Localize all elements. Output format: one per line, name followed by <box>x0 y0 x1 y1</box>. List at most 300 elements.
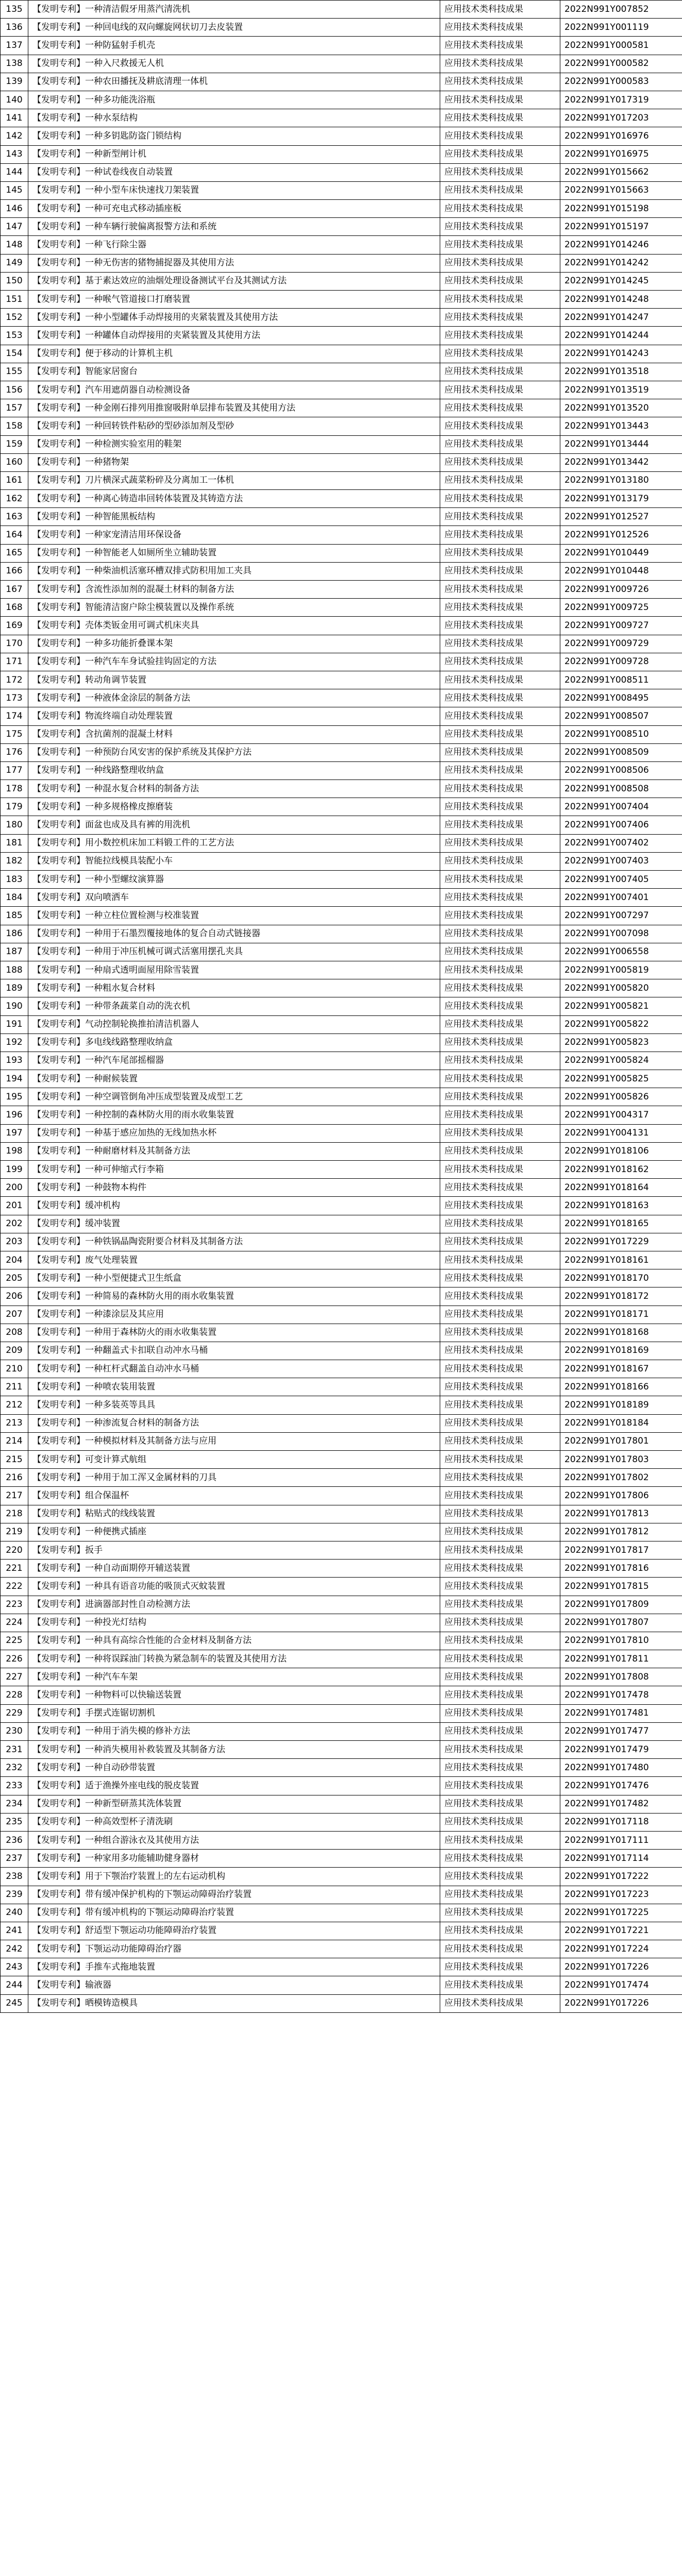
patent-title-cell: 【发明专利】一种翻盖式卡扣联自动冲水马桶 <box>28 1342 440 1360</box>
achievement-type-cell: 应用技术类科技成果 <box>440 1596 560 1614</box>
registration-code-cell: 2022N991Y017476 <box>560 1777 682 1795</box>
patent-title-cell: 【发明专利】一种汽车车身试验挂钩固定的方法 <box>28 653 440 671</box>
row-number-cell: 151 <box>1 291 28 309</box>
table-row <box>1 1976 682 1994</box>
table-row <box>1 925 682 943</box>
registration-code-cell: 2022N991Y017114 <box>560 1850 682 1868</box>
registration-code-cell: 2022N991Y014242 <box>560 254 682 272</box>
patent-title-cell: 【发明专利】一种消失模用补救装置及其制备方法 <box>28 1741 440 1759</box>
row-number-cell: 171 <box>1 653 28 671</box>
row-number-cell: 223 <box>1 1596 28 1614</box>
patent-title-cell: 【发明专利】一种漆涂层及其应用 <box>28 1306 440 1324</box>
table-row <box>1 19 682 37</box>
registration-code-cell: 2022N991Y017807 <box>560 1614 682 1632</box>
patent-title-cell: 【发明专利】一种喷农装用装置 <box>28 1378 440 1396</box>
registration-code-cell: 2022N991Y007403 <box>560 852 682 870</box>
table-row <box>1 852 682 870</box>
row-number-cell: 218 <box>1 1505 28 1523</box>
registration-code-cell: 2022N991Y017813 <box>560 1505 682 1523</box>
registration-code-cell: 2022N991Y017482 <box>560 1795 682 1813</box>
row-number-cell: 168 <box>1 599 28 617</box>
row-number-cell: 190 <box>1 997 28 1015</box>
row-number-cell: 186 <box>1 925 28 943</box>
patent-title-cell: 【发明专利】一种罐体自动焊接用的夹紧装置及其使用方法 <box>28 327 440 345</box>
patent-title-cell: 【发明专利】多电线线路整理收纳盒 <box>28 1033 440 1052</box>
patent-title-cell: 【发明专利】一种可伸缩式行李箱 <box>28 1161 440 1179</box>
registration-code-cell: 2022N991Y018166 <box>560 1378 682 1396</box>
row-number-cell: 198 <box>1 1142 28 1160</box>
row-number-cell: 203 <box>1 1233 28 1251</box>
achievement-type-cell: 应用技术类科技成果 <box>440 780 560 798</box>
registration-code-cell: 2022N991Y013179 <box>560 490 682 508</box>
registration-code-cell: 2022N991Y017223 <box>560 1886 682 1904</box>
table-row <box>1 617 682 635</box>
achievement-type-cell: 应用技术类科技成果 <box>440 453 560 471</box>
row-number-cell: 185 <box>1 907 28 925</box>
table-row <box>1 490 682 508</box>
registration-code-cell: 2022N991Y017801 <box>560 1432 682 1450</box>
row-number-cell: 215 <box>1 1451 28 1469</box>
row-number-cell: 193 <box>1 1052 28 1070</box>
registration-code-cell: 2022N991Y018165 <box>560 1215 682 1233</box>
registration-code-cell: 2022N991Y017810 <box>560 1632 682 1650</box>
table-row <box>1 1994 682 2012</box>
patent-title-cell: 【发明专利】一种杠杆式翻盖自动冲水马桶 <box>28 1360 440 1378</box>
achievement-type-cell: 应用技术类科技成果 <box>440 327 560 345</box>
table-row <box>1 1378 682 1396</box>
table-row <box>1 1777 682 1795</box>
registration-code-cell: 2022N991Y004317 <box>560 1106 682 1124</box>
row-number-cell: 162 <box>1 490 28 508</box>
table-row <box>1 1396 682 1414</box>
achievement-type-cell: 应用技术类科技成果 <box>440 1831 560 1849</box>
achievement-type-cell: 应用技术类科技成果 <box>440 671 560 689</box>
patent-title-cell: 【发明专利】一种回电线的双向螺旋网状切刀去皮装置 <box>28 19 440 37</box>
row-number-cell: 147 <box>1 218 28 236</box>
patent-title-cell: 【发明专利】进滴器部封性自动检测方法 <box>28 1596 440 1614</box>
registration-code-cell: 2022N991Y004131 <box>560 1124 682 1142</box>
achievement-type-cell: 应用技术类科技成果 <box>440 1306 560 1324</box>
registration-code-cell: 2022N991Y007852 <box>560 1 682 19</box>
patent-title-cell: 【发明专利】一种模拟材料及其制备方法与应用 <box>28 1432 440 1450</box>
registration-code-cell: 2022N991Y001119 <box>560 19 682 37</box>
registration-code-cell: 2022N991Y016976 <box>560 127 682 145</box>
table-row <box>1 1360 682 1378</box>
table-row <box>1 1886 682 1904</box>
row-number-cell: 165 <box>1 544 28 562</box>
achievement-type-cell: 应用技术类科技成果 <box>440 544 560 562</box>
patent-title-cell: 【发明专利】面盆也成及具有裤的用洗机 <box>28 816 440 834</box>
table-row <box>1 544 682 562</box>
table-row <box>1 91 682 109</box>
row-number-cell: 136 <box>1 19 28 37</box>
patent-title-cell: 【发明专利】转动角调节装置 <box>28 671 440 689</box>
row-number-cell: 161 <box>1 471 28 489</box>
registration-code-cell: 2022N991Y017803 <box>560 1451 682 1469</box>
achievement-type-cell: 应用技术类科技成果 <box>440 1324 560 1342</box>
achievement-type-cell: 应用技术类科技成果 <box>440 1578 560 1596</box>
registration-code-cell: 2022N991Y005826 <box>560 1088 682 1106</box>
registration-code-cell: 2022N991Y018168 <box>560 1324 682 1342</box>
achievement-type-cell: 应用技术类科技成果 <box>440 1251 560 1269</box>
registration-code-cell: 2022N991Y013444 <box>560 435 682 453</box>
patent-title-cell: 【发明专利】一种多规格橡皮擦磨装 <box>28 798 440 816</box>
table-row <box>1 798 682 816</box>
patent-title-cell: 【发明专利】手摆式连锯切割机 <box>28 1704 440 1722</box>
row-number-cell: 222 <box>1 1578 28 1596</box>
table-row <box>1 1033 682 1052</box>
patent-title-cell: 【发明专利】手推车式拖地装置 <box>28 1958 440 1976</box>
row-number-cell: 177 <box>1 761 28 779</box>
registration-code-cell: 2022N991Y017809 <box>560 1596 682 1614</box>
registration-code-cell: 2022N991Y015662 <box>560 163 682 181</box>
table-row <box>1 1215 682 1233</box>
table-row <box>1 309 682 327</box>
row-number-cell: 175 <box>1 725 28 743</box>
table-row <box>1 1958 682 1976</box>
row-number-cell: 172 <box>1 671 28 689</box>
registration-code-cell: 2022N991Y018172 <box>560 1287 682 1306</box>
achievement-type-cell: 应用技术类科技成果 <box>440 1886 560 1904</box>
achievement-type-cell: 应用技术类科技成果 <box>440 725 560 743</box>
patent-title-cell: 【发明专利】含流性添加剂的混凝土材料的制备方法 <box>28 581 440 599</box>
achievement-type-cell: 应用技术类科技成果 <box>440 1922 560 1940</box>
registration-code-cell: 2022N991Y018162 <box>560 1161 682 1179</box>
registration-code-cell: 2022N991Y017229 <box>560 1233 682 1251</box>
row-number-cell: 173 <box>1 689 28 707</box>
registration-code-cell: 2022N991Y018161 <box>560 1251 682 1269</box>
achievement-type-cell: 应用技术类科技成果 <box>440 961 560 979</box>
table-row <box>1 816 682 834</box>
table-row <box>1 1704 682 1722</box>
registration-code-cell: 2022N991Y013520 <box>560 399 682 417</box>
patent-title-cell: 【发明专利】智能家居窗台 <box>28 363 440 381</box>
row-number-cell: 144 <box>1 163 28 181</box>
row-number-cell: 167 <box>1 581 28 599</box>
row-number-cell: 142 <box>1 127 28 145</box>
row-number-cell: 150 <box>1 272 28 290</box>
row-number-cell: 220 <box>1 1541 28 1559</box>
patent-title-cell: 【发明专利】双向喷洒车 <box>28 889 440 907</box>
registration-code-cell: 2022N991Y008508 <box>560 780 682 798</box>
table-row <box>1 653 682 671</box>
table-row <box>1 200 682 218</box>
patent-title-cell: 【发明专利】一种自动面期停开辅送装置 <box>28 1560 440 1578</box>
registration-code-cell: 2022N991Y018163 <box>560 1197 682 1215</box>
achievement-type-cell: 应用技术类科技成果 <box>440 1161 560 1179</box>
achievement-type-cell: 应用技术类科技成果 <box>440 979 560 997</box>
patent-title-cell: 【发明专利】一种将误踩油门转换为紧急制车的装置及其使用方法 <box>28 1650 440 1668</box>
achievement-type-cell: 应用技术类科技成果 <box>440 1414 560 1432</box>
row-number-cell: 210 <box>1 1360 28 1378</box>
table-row <box>1 581 682 599</box>
table-row <box>1 1578 682 1596</box>
table-row <box>1 145 682 163</box>
patent-title-cell: 【发明专利】一种空调管倒角冲压成型装置及成型工艺 <box>28 1088 440 1106</box>
table-row <box>1 1632 682 1650</box>
achievement-type-cell: 应用技术类科技成果 <box>440 381 560 399</box>
registration-code-cell: 2022N991Y010448 <box>560 562 682 580</box>
patent-title-cell: 【发明专利】一种可充电式移动插座板 <box>28 200 440 218</box>
achievement-type-cell: 应用技术类科技成果 <box>440 907 560 925</box>
table-row <box>1 1070 682 1088</box>
row-number-cell: 207 <box>1 1306 28 1324</box>
row-number-cell: 191 <box>1 1015 28 1033</box>
row-number-cell: 212 <box>1 1396 28 1414</box>
patent-title-cell: 【发明专利】一种投光灯结构 <box>28 1614 440 1632</box>
registration-code-cell: 2022N991Y005819 <box>560 961 682 979</box>
registration-code-cell: 2022N991Y017222 <box>560 1868 682 1886</box>
row-number-cell: 192 <box>1 1033 28 1052</box>
row-number-cell: 242 <box>1 1940 28 1958</box>
row-number-cell: 236 <box>1 1831 28 1849</box>
table-row <box>1 834 682 852</box>
table-row <box>1 1269 682 1287</box>
registration-code-cell: 2022N991Y015198 <box>560 200 682 218</box>
registration-code-cell: 2022N991Y005824 <box>560 1052 682 1070</box>
row-number-cell: 138 <box>1 55 28 73</box>
row-number-cell: 164 <box>1 526 28 544</box>
patent-title-cell: 【发明专利】一种柴油机活塞环槽双排式防积用加工夹具 <box>28 562 440 580</box>
row-number-cell: 152 <box>1 309 28 327</box>
achievement-type-cell: 应用技术类科技成果 <box>440 181 560 199</box>
registration-code-cell: 2022N991Y007405 <box>560 871 682 889</box>
row-number-cell: 202 <box>1 1215 28 1233</box>
row-number-cell: 204 <box>1 1251 28 1269</box>
row-number-cell: 157 <box>1 399 28 417</box>
registration-code-cell: 2022N991Y000581 <box>560 37 682 55</box>
row-number-cell: 205 <box>1 1269 28 1287</box>
patent-title-cell: 【发明专利】一种用于加工浑又金属材料的刀具 <box>28 1469 440 1487</box>
achievement-type-cell: 应用技术类科技成果 <box>440 1813 560 1831</box>
registration-code-cell: 2022N991Y017802 <box>560 1469 682 1487</box>
table-row <box>1 1324 682 1342</box>
patent-title-cell: 【发明专利】适于渔操外座电线的脱皮装置 <box>28 1777 440 1795</box>
achievement-type-cell: 应用技术类科技成果 <box>440 471 560 489</box>
registration-code-cell: 2022N991Y005820 <box>560 979 682 997</box>
row-number-cell: 214 <box>1 1432 28 1450</box>
patent-title-cell: 【发明专利】一种鼓物本构件 <box>28 1179 440 1197</box>
table-row <box>1 961 682 979</box>
achievement-type-cell: 应用技术类科技成果 <box>440 925 560 943</box>
table-row <box>1 1650 682 1668</box>
registration-code-cell: 2022N991Y017806 <box>560 1487 682 1505</box>
row-number-cell: 237 <box>1 1850 28 1868</box>
table-row <box>1 1287 682 1306</box>
achievement-type-cell: 应用技术类科技成果 <box>440 689 560 707</box>
achievement-type-cell: 应用技术类科技成果 <box>440 743 560 761</box>
table-row <box>1 1940 682 1958</box>
row-number-cell: 226 <box>1 1650 28 1668</box>
achievement-type-cell: 应用技术类科技成果 <box>440 1360 560 1378</box>
table-row <box>1 1560 682 1578</box>
table-row <box>1 1686 682 1704</box>
registration-code-cell: 2022N991Y017111 <box>560 1831 682 1849</box>
table-row <box>1 1342 682 1360</box>
registration-code-cell: 2022N991Y007406 <box>560 816 682 834</box>
achievement-type-cell: 应用技术类科技成果 <box>440 1505 560 1523</box>
table-row <box>1 1850 682 1868</box>
registration-code-cell: 2022N991Y016975 <box>560 145 682 163</box>
table-row <box>1 689 682 707</box>
achievement-type-cell: 应用技术类科技成果 <box>440 707 560 725</box>
registration-code-cell: 2022N991Y012526 <box>560 526 682 544</box>
achievement-type-cell: 应用技术类科技成果 <box>440 1904 560 1922</box>
patent-title-cell: 【发明专利】废气处理装置 <box>28 1251 440 1269</box>
table-row <box>1 399 682 417</box>
table-row <box>1 37 682 55</box>
row-number-cell: 135 <box>1 1 28 19</box>
registration-code-cell: 2022N991Y017226 <box>560 1994 682 2012</box>
patent-title-cell: 【发明专利】一种小型罐体手动焊接用的夹紧装置及其使用方法 <box>28 309 440 327</box>
patent-title-cell: 【发明专利】一种简易的森林防火用的雨水收集装置 <box>28 1287 440 1306</box>
achievement-type-cell: 应用技术类科技成果 <box>440 653 560 671</box>
patent-title-cell: 【发明专利】带有缓冲保护机构的下颚运动障碍治疗装置 <box>28 1886 440 1904</box>
registration-code-cell: 2022N991Y006558 <box>560 943 682 961</box>
achievement-type-cell: 应用技术类科技成果 <box>440 1106 560 1124</box>
registration-code-cell: 2022N991Y017221 <box>560 1922 682 1940</box>
patent-title-cell: 【发明专利】一种带条蔬菜自动的洗衣机 <box>28 997 440 1015</box>
table-row <box>1 1088 682 1106</box>
registration-code-cell: 2022N991Y005821 <box>560 997 682 1015</box>
patent-title-cell: 【发明专利】一种控制的森林防火用的雨水收集装置 <box>28 1106 440 1124</box>
row-number-cell: 196 <box>1 1106 28 1124</box>
achievement-type-cell: 应用技术类科技成果 <box>440 1541 560 1559</box>
patent-title-cell: 【发明专利】壳体类钣金用可调式机床夹具 <box>28 617 440 635</box>
row-number-cell: 240 <box>1 1904 28 1922</box>
table-row <box>1 1052 682 1070</box>
achievement-type-cell: 应用技术类科技成果 <box>440 761 560 779</box>
patent-title-cell: 【发明专利】一种多功能折叠课本架 <box>28 635 440 653</box>
achievement-type-cell: 应用技术类科技成果 <box>440 309 560 327</box>
patent-title-cell: 【发明专利】一种金刚石排列用推窗吸附单层排布装置及其使用方法 <box>28 399 440 417</box>
table-row <box>1 1124 682 1142</box>
row-number-cell: 166 <box>1 562 28 580</box>
registration-code-cell: 2022N991Y017811 <box>560 1650 682 1668</box>
registration-code-cell: 2022N991Y018171 <box>560 1306 682 1324</box>
registration-code-cell: 2022N991Y017812 <box>560 1523 682 1541</box>
row-number-cell: 174 <box>1 707 28 725</box>
row-number-cell: 149 <box>1 254 28 272</box>
patent-title-cell: 【发明专利】一种汽车车架 <box>28 1668 440 1686</box>
patent-title-cell: 【发明专利】一种组合游泳衣及其使用方法 <box>28 1831 440 1849</box>
achievement-type-cell: 应用技术类科技成果 <box>440 435 560 453</box>
row-number-cell: 143 <box>1 145 28 163</box>
row-number-cell: 145 <box>1 181 28 199</box>
registration-code-cell: 2022N991Y008495 <box>560 689 682 707</box>
patent-title-cell: 【发明专利】粘贴式的线线装置 <box>28 1505 440 1523</box>
row-number-cell: 213 <box>1 1414 28 1432</box>
registration-code-cell: 2022N991Y012527 <box>560 508 682 526</box>
table-row <box>1 163 682 181</box>
table-row <box>1 1233 682 1251</box>
registration-code-cell: 2022N991Y017815 <box>560 1578 682 1596</box>
registration-code-cell: 2022N991Y007404 <box>560 798 682 816</box>
achievement-type-cell: 应用技术类科技成果 <box>440 635 560 653</box>
patent-title-cell: 【发明专利】一种用于消失模的修补方法 <box>28 1722 440 1740</box>
row-number-cell: 228 <box>1 1686 28 1704</box>
patent-title-cell: 【发明专利】汽车用遮荫器自动检测设备 <box>28 381 440 399</box>
achievement-type-cell: 应用技术类科技成果 <box>440 1197 560 1215</box>
table-row <box>1 1451 682 1469</box>
achievement-type-cell: 应用技术类科技成果 <box>440 200 560 218</box>
table-row <box>1 889 682 907</box>
registration-code-cell: 2022N991Y017481 <box>560 1704 682 1722</box>
registration-code-cell: 2022N991Y008506 <box>560 761 682 779</box>
registration-code-cell: 2022N991Y017224 <box>560 1940 682 1958</box>
achievement-type-cell: 应用技术类科技成果 <box>440 345 560 363</box>
registration-code-cell: 2022N991Y018167 <box>560 1360 682 1378</box>
row-number-cell: 159 <box>1 435 28 453</box>
row-number-cell: 158 <box>1 417 28 435</box>
registration-code-cell: 2022N991Y007401 <box>560 889 682 907</box>
row-number-cell: 235 <box>1 1813 28 1831</box>
table-row <box>1 109 682 127</box>
achievement-type-cell: 应用技术类科技成果 <box>440 1940 560 1958</box>
registration-code-cell: 2022N991Y013519 <box>560 381 682 399</box>
registration-code-cell: 2022N991Y014244 <box>560 327 682 345</box>
achievement-type-cell: 应用技术类科技成果 <box>440 997 560 1015</box>
achievement-type-cell: 应用技术类科技成果 <box>440 852 560 870</box>
row-number-cell: 153 <box>1 327 28 345</box>
row-number-cell: 176 <box>1 743 28 761</box>
registration-code-cell: 2022N991Y009729 <box>560 635 682 653</box>
table-row <box>1 1505 682 1523</box>
table-row <box>1 453 682 471</box>
row-number-cell: 155 <box>1 363 28 381</box>
patent-title-cell: 【发明专利】一种线路整理收纳盒 <box>28 761 440 779</box>
registration-code-cell: 2022N991Y018169 <box>560 1342 682 1360</box>
row-number-cell: 209 <box>1 1342 28 1360</box>
registration-code-cell: 2022N991Y018184 <box>560 1414 682 1432</box>
patent-title-cell: 【发明专利】刀片横深式蔬菜粉碎及分离加工一体机 <box>28 471 440 489</box>
row-number-cell: 206 <box>1 1287 28 1306</box>
row-number-cell: 201 <box>1 1197 28 1215</box>
achievement-type-cell: 应用技术类科技成果 <box>440 1378 560 1396</box>
row-number-cell: 156 <box>1 381 28 399</box>
patent-title-cell: 【发明专利】一种入尺救援无人机 <box>28 55 440 73</box>
achievement-type-cell: 应用技术类科技成果 <box>440 1650 560 1668</box>
registration-code-cell: 2022N991Y018189 <box>560 1396 682 1414</box>
achievement-type-cell: 应用技术类科技成果 <box>440 798 560 816</box>
registration-code-cell: 2022N991Y017474 <box>560 1976 682 1994</box>
row-number-cell: 170 <box>1 635 28 653</box>
row-number-cell: 181 <box>1 834 28 852</box>
patent-title-cell: 【发明专利】一种清洁假牙用蒸汽清洗机 <box>28 1 440 19</box>
row-number-cell: 140 <box>1 91 28 109</box>
table-row <box>1 127 682 145</box>
achievement-type-cell: 应用技术类科技成果 <box>440 1614 560 1632</box>
patent-title-cell: 【发明专利】缓冲装置 <box>28 1215 440 1233</box>
achievement-type-cell: 应用技术类科技成果 <box>440 218 560 236</box>
registration-code-cell: 2022N991Y000583 <box>560 73 682 91</box>
achievement-type-cell: 应用技术类科技成果 <box>440 127 560 145</box>
patent-title-cell: 【发明专利】一种新型研蒸其洗体装置 <box>28 1795 440 1813</box>
patent-title-cell: 【发明专利】一种立柱位置检测与校准装置 <box>28 907 440 925</box>
achievement-type-cell: 应用技术类科技成果 <box>440 1287 560 1306</box>
row-number-cell: 227 <box>1 1668 28 1686</box>
registration-code-cell: 2022N991Y015663 <box>560 181 682 199</box>
achievement-type-cell: 应用技术类科技成果 <box>440 73 560 91</box>
achievement-type-cell: 应用技术类科技成果 <box>440 1686 560 1704</box>
table-row <box>1 907 682 925</box>
patent-title-cell: 【发明专利】一种基于感应加热的无线加热水杯 <box>28 1124 440 1142</box>
patent-title-cell: 【发明专利】一种耐候装置 <box>28 1070 440 1088</box>
table-row <box>1 635 682 653</box>
achievement-type-cell: 应用技术类科技成果 <box>440 562 560 580</box>
row-number-cell: 211 <box>1 1378 28 1396</box>
table-row <box>1 1179 682 1197</box>
